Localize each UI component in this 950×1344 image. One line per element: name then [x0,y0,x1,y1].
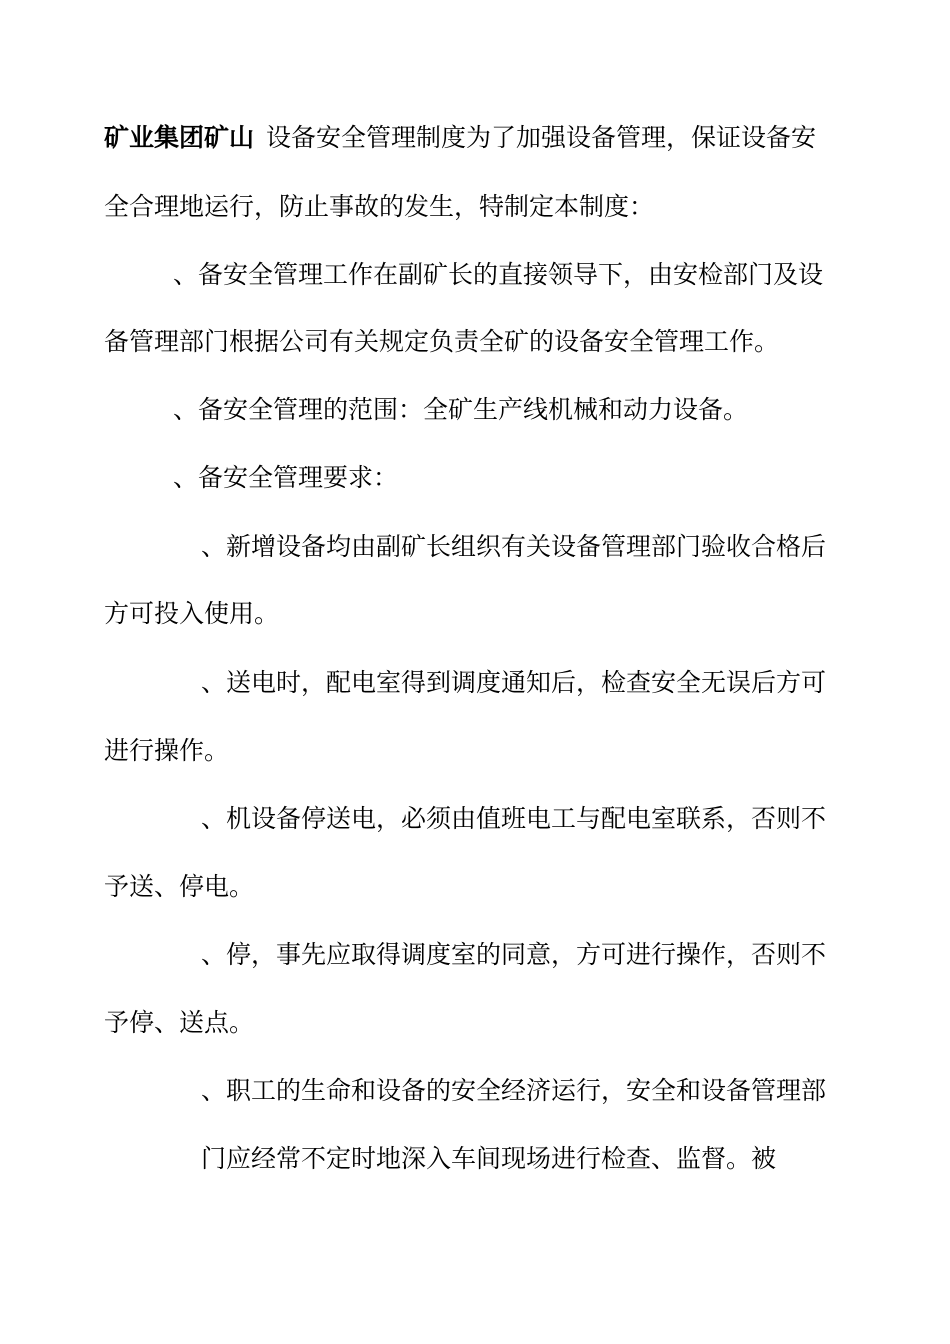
line-text: 、送电时，配电室得到调度通知后，检查安全无误后方可 [201,668,827,697]
paragraph-line-12 [0,867,950,907]
line-text: 、备安全管理的范围：全矿生产线机械和动力设备。 [173,395,749,424]
paragraph-line-8 [0,594,950,634]
line-text: 予停、送点。 [104,1008,255,1037]
paragraph-line-4 [0,322,950,362]
paragraph-line-3 [0,255,950,295]
document-title: 矿业集团矿山 [104,123,255,152]
paragraph-line-15 [0,1071,950,1111]
line-text: 备管理部门根据公司有关规定负责全矿的设备安全管理工作。 [104,327,780,356]
line-text: 、停，事先应取得调度室的同意，方可进行操作，否则不 [201,940,827,969]
paragraph-line-16 [0,1139,950,1179]
paragraph-line-1 [0,118,950,158]
paragraph-line-2 [0,187,950,227]
line-text: 、职工的生命和设备的安全经济运行，安全和设备管理部 [201,1076,827,1105]
document-intro-text: 设备安全管理制度为了加强设备管理，保证设备安 [266,123,817,152]
paragraph-line-9 [0,663,950,703]
line-text: 门应经常不定时地深入车间现场进行检查、监督。被 [201,1144,777,1173]
line-text: 进行操作。 [104,736,230,765]
line-text: 全合理地运行，防止事故的发生，特制定本制度： [104,192,655,221]
line-text: 、备安全管理工作在副矿长的直接领导下，由安检部门及设 [173,260,824,289]
paragraph-line-11 [0,799,950,839]
line-text: 、新增设备均由副矿长组织有关设备管理部门验收合格后 [201,532,827,561]
paragraph-line-14 [0,1003,950,1043]
line-text: 、备安全管理要求： [173,463,399,492]
line-text: 予送、停电。 [104,872,255,901]
paragraph-line-5 [0,390,950,430]
paragraph-line-10 [0,731,950,771]
paragraph-line-13 [0,935,950,975]
paragraph-line-7 [0,527,950,567]
line-text: 、机设备停送电，必须由值班电工与配电室联系，否则不 [201,804,827,833]
line-text: 方可投入使用。 [104,599,280,628]
paragraph-line-6 [0,458,950,498]
